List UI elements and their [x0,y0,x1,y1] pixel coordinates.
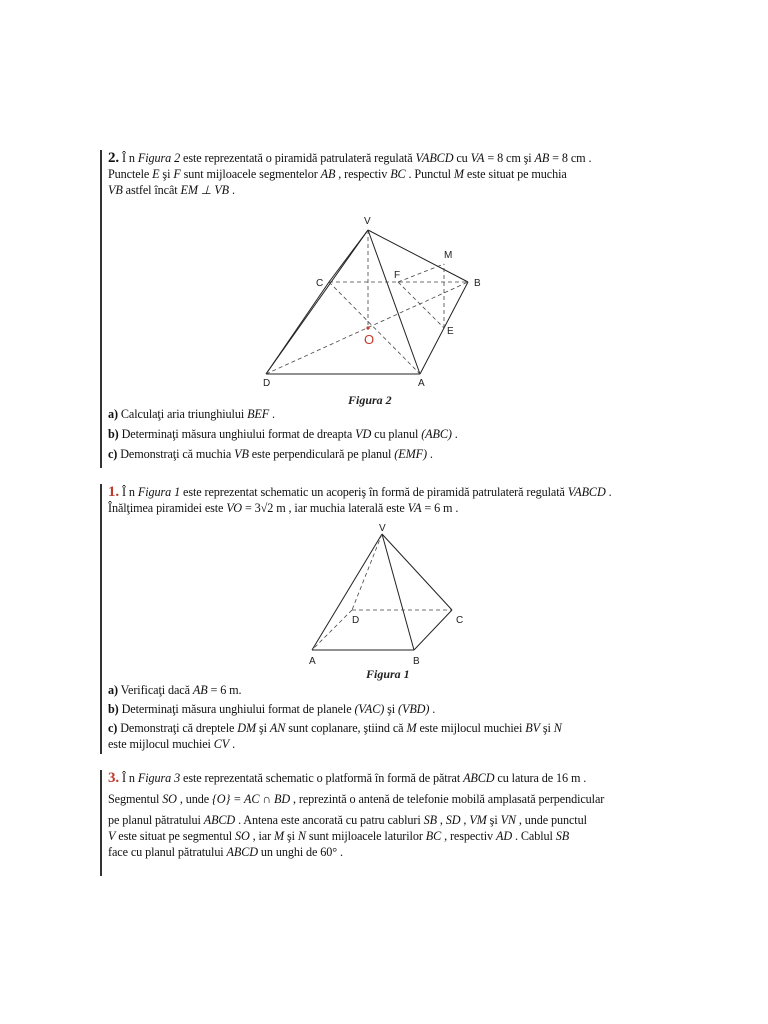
question-1a: a) Verificaţi dacă AB = 6 m. [108,683,242,697]
fig1-label-b: B [413,656,420,667]
label-o: O [364,332,375,347]
problem-1-number: 1. [108,484,120,500]
problem-3-line-4: V este situat pe segmentul SO , iar M şi N sunt mijloacele laturilor BC , respectiv AD . Cablul SB [108,829,570,843]
problem-3 [100,770,683,876]
label-m: M [444,250,453,261]
point-o-dot [366,326,369,329]
problem-3-line-2: Segmentul SO , unde {O} = AC ∩ BD , reprezintă o antenă de telefonie mobilă amplasată perpendicular [108,792,605,806]
problem-1-line-2: Înălţimea piramidei este VO = 3√2 m , iar muchia laterală este VA = 6 m . [108,501,459,515]
problem-1 [100,484,683,754]
question-2b: b) Determinaţi măsura unghiului format de dreapta VD cu planul (ABC) . [108,427,458,441]
question-1c-cont: este mijlocul muchiei CV . [108,737,236,751]
figure-2-pyramid [102,206,662,407]
label-d: D [263,378,271,389]
problem-2-line-1: 2. Î n Figura 2 este reprezentată o piramidă patrulateră regulată VABCD cu VA = 8 cm şi AB = 8 cm . [108,150,592,166]
problem-2-line-2: Punctele E şi F sunt mijloacele segmentelor AB , respectiv BC . Punctul M este situat pe muchia [108,167,567,181]
label-f: F [394,270,401,281]
problem-1-line-1: 1. Î n Figura 1 este reprezentat schematic un acoperiş în formă de piramidă patrulateră regulată VABCD . [108,484,612,500]
label-c: C [316,278,324,289]
fig1-label-a: A [309,656,316,667]
fig1-label-c: C [456,615,464,626]
problem-3-line-1: 3. Î n Figura 3 este reprezentată schematic o platformă în formă de pătrat ABCD cu latura de 16 m . [108,770,587,786]
fig1-label-d: D [352,615,360,626]
figure-2-caption: Figura 2 [348,393,392,407]
problem-3-line-5: face cu planul pătratului ABCD un unghi de 60° . [108,845,343,859]
label-v: V [364,216,371,227]
figure-1-pyramid [102,524,662,684]
fig1-label-v: V [379,523,386,534]
problem-2 [100,150,683,468]
problem-3-line-3: pe planul pătratului ABCD . Antena este ancorată cu patru cabluri SB , SD , VM şi VN , unde punctul [108,813,587,827]
question-2c: c) Demonstraţi că muchia VB este perpendiculară pe planul (EMF) . [108,447,433,461]
question-2a: a) Calculaţi aria triunghiului BEF . [108,407,276,421]
label-b: B [474,278,481,289]
problem-3-number: 3. [108,770,120,786]
figure-1-caption: Figura 1 [366,667,410,681]
question-1b: b) Determinaţi măsura unghiului format de planele (VAC) şi (VBD) . [108,702,436,716]
problem-2-line-3: VB astfel încât EM ⊥ VB . [108,183,235,197]
problem-2-number: 2. [108,150,120,166]
label-a: A [418,378,425,389]
question-1c: c) Demonstraţi că dreptele DM şi AN sunt coplanare, ştiind că M este mijlocul muchiei BV şi N [108,721,562,735]
label-e: E [447,326,454,337]
